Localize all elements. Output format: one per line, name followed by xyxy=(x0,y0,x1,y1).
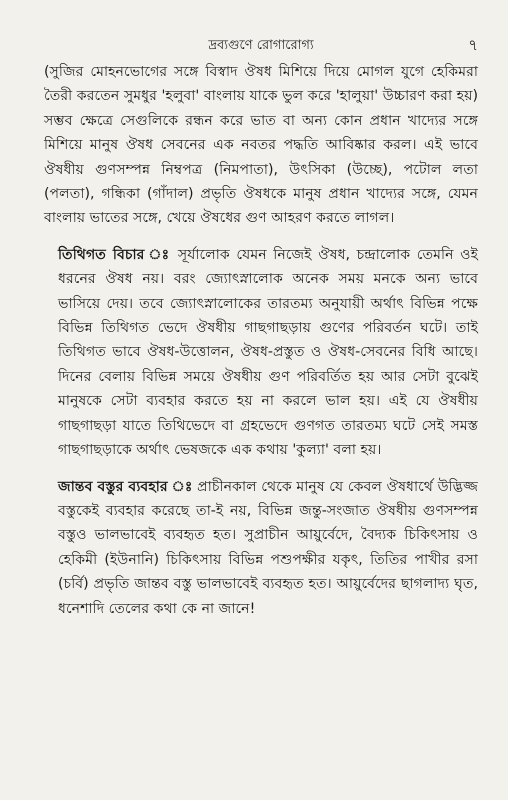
section-heading-tithigata-bichar: তিথিগত বিচার ঃ xyxy=(58,246,172,263)
paragraph-text: সূর্যালোক যেমন নিজেই ঔষধ, চন্দ্রালোক তেমনি ওই ধরনের ঔষধ নয়। বরং জ্যোৎস্নালোক অনেক সময় মনকে অন্য ভাবে ভাসিয়ে দেয়। তবে জ্যোৎস্নালোকের তারতম্য অনুযায়ী অর্থাৎ বিভিন্ন পক্ষে বিভিন্ন তিথিগত ভেদে ঔষধীয় গাছগাছড়ায় গুণের পরিবর্তন ঘটে। তাই তিথিগত ভাবে ঔষধ-উত্তোলন, ঔষধ-প্রস্তুত ও ঔষধ-সেবনের বিধি আছে। দিনের বেলায় বিভিন্ন সময়ে ঔষধীয় গুণ পরিবর্তিত হয় আর সেটা বুঝেই মানুষকে সেটা ব্যবহার করতে হয় না করলে ভাল হয়। এই যে ঔষধীয় গাছগাছড়া যাতে তিথিভেদে বা গ্রহভেদে গুণগত তারতম্য ঘটে সেই সমস্ত গাছগাছড়াকে অর্থাৎ ভেষজকে এক কথায় 'কুল্যা' বলা হয়। xyxy=(58,246,478,459)
page-number: ৭ xyxy=(468,36,478,54)
paragraph-1 xyxy=(44,60,478,231)
paragraph-text: প্রাচীনকাল থেকে মানুষ যে কেবল ঔষধার্থে উদ্ভিজ্জ বস্তুকেই ব্যবহার করেছে তা-ই নয়, বিভিন্ন জন্তু-সংজাত ঔষধীয় গুণসম্পন্ন বস্তুও ভালভাবেই ব্যবহৃত হত। সুপ্রাচীন আয়ুর্বেদে, বৈদ্যক চিকিৎসায় ও হেকিমী (ইউনানি) চিকিৎসায় বিভিন্ন পশুপক্ষীর যকৃৎ, তিতির পাখীর রসা (চর্বি) প্রভৃতি জান্তব বস্তু ভালভাবেই ব্যবহৃত হত। আয়ুর্বেদের ছাগলাদ্য ঘৃত, ধনেশাদি তেলের কথা কে না জানে! xyxy=(58,478,479,617)
page-header xyxy=(44,0,478,60)
section-heading-jantab-bostur-byabohar: জান্তব বস্তুর ব্যবহার ঃ xyxy=(58,478,193,495)
paragraph-3 xyxy=(44,475,478,621)
running-title: দ্রব্যগুণে রোগারোগ্য xyxy=(208,38,314,53)
paragraph-2 xyxy=(44,243,478,463)
paragraph-text: (সুজির মোহনভোগের সঙ্গে বিস্বাদ ঔষধ মিশিয়ে দিয়ে মোগল যুগে হেকিমরা তৈরী করতেন সুমধুর 'হলুবা' বাংলায় যাকে ভুল করে 'হালুয়া' উচ্চারণ করা হয়) সম্ভব ক্ষেত্রে সেগুলিকে রন্ধন করে ভাত বা অন্য কোন প্রধান খাদ্যের সঙ্গে মিশিয়ে মানুষ ঔষধ সেবনের এক নবতর পদ্ধতি আবিষ্কার করল। এই ভাবে ঔষধীয় গুণসম্পন্ন নিম্বপত্র (নিমপাতা), উৎসিকা (উচ্ছে), পটোল লতা (পলতা), গন্ধিকা (গাঁদাল) প্রভৃতি ঔষধকে মানুষ প্রধান খাদ্যের সঙ্গে, যেমন বাংলায় ভাতের সঙ্গে, খেয়ে ঔষধের গুণ আহরণ করতে লাগল। xyxy=(44,64,478,227)
